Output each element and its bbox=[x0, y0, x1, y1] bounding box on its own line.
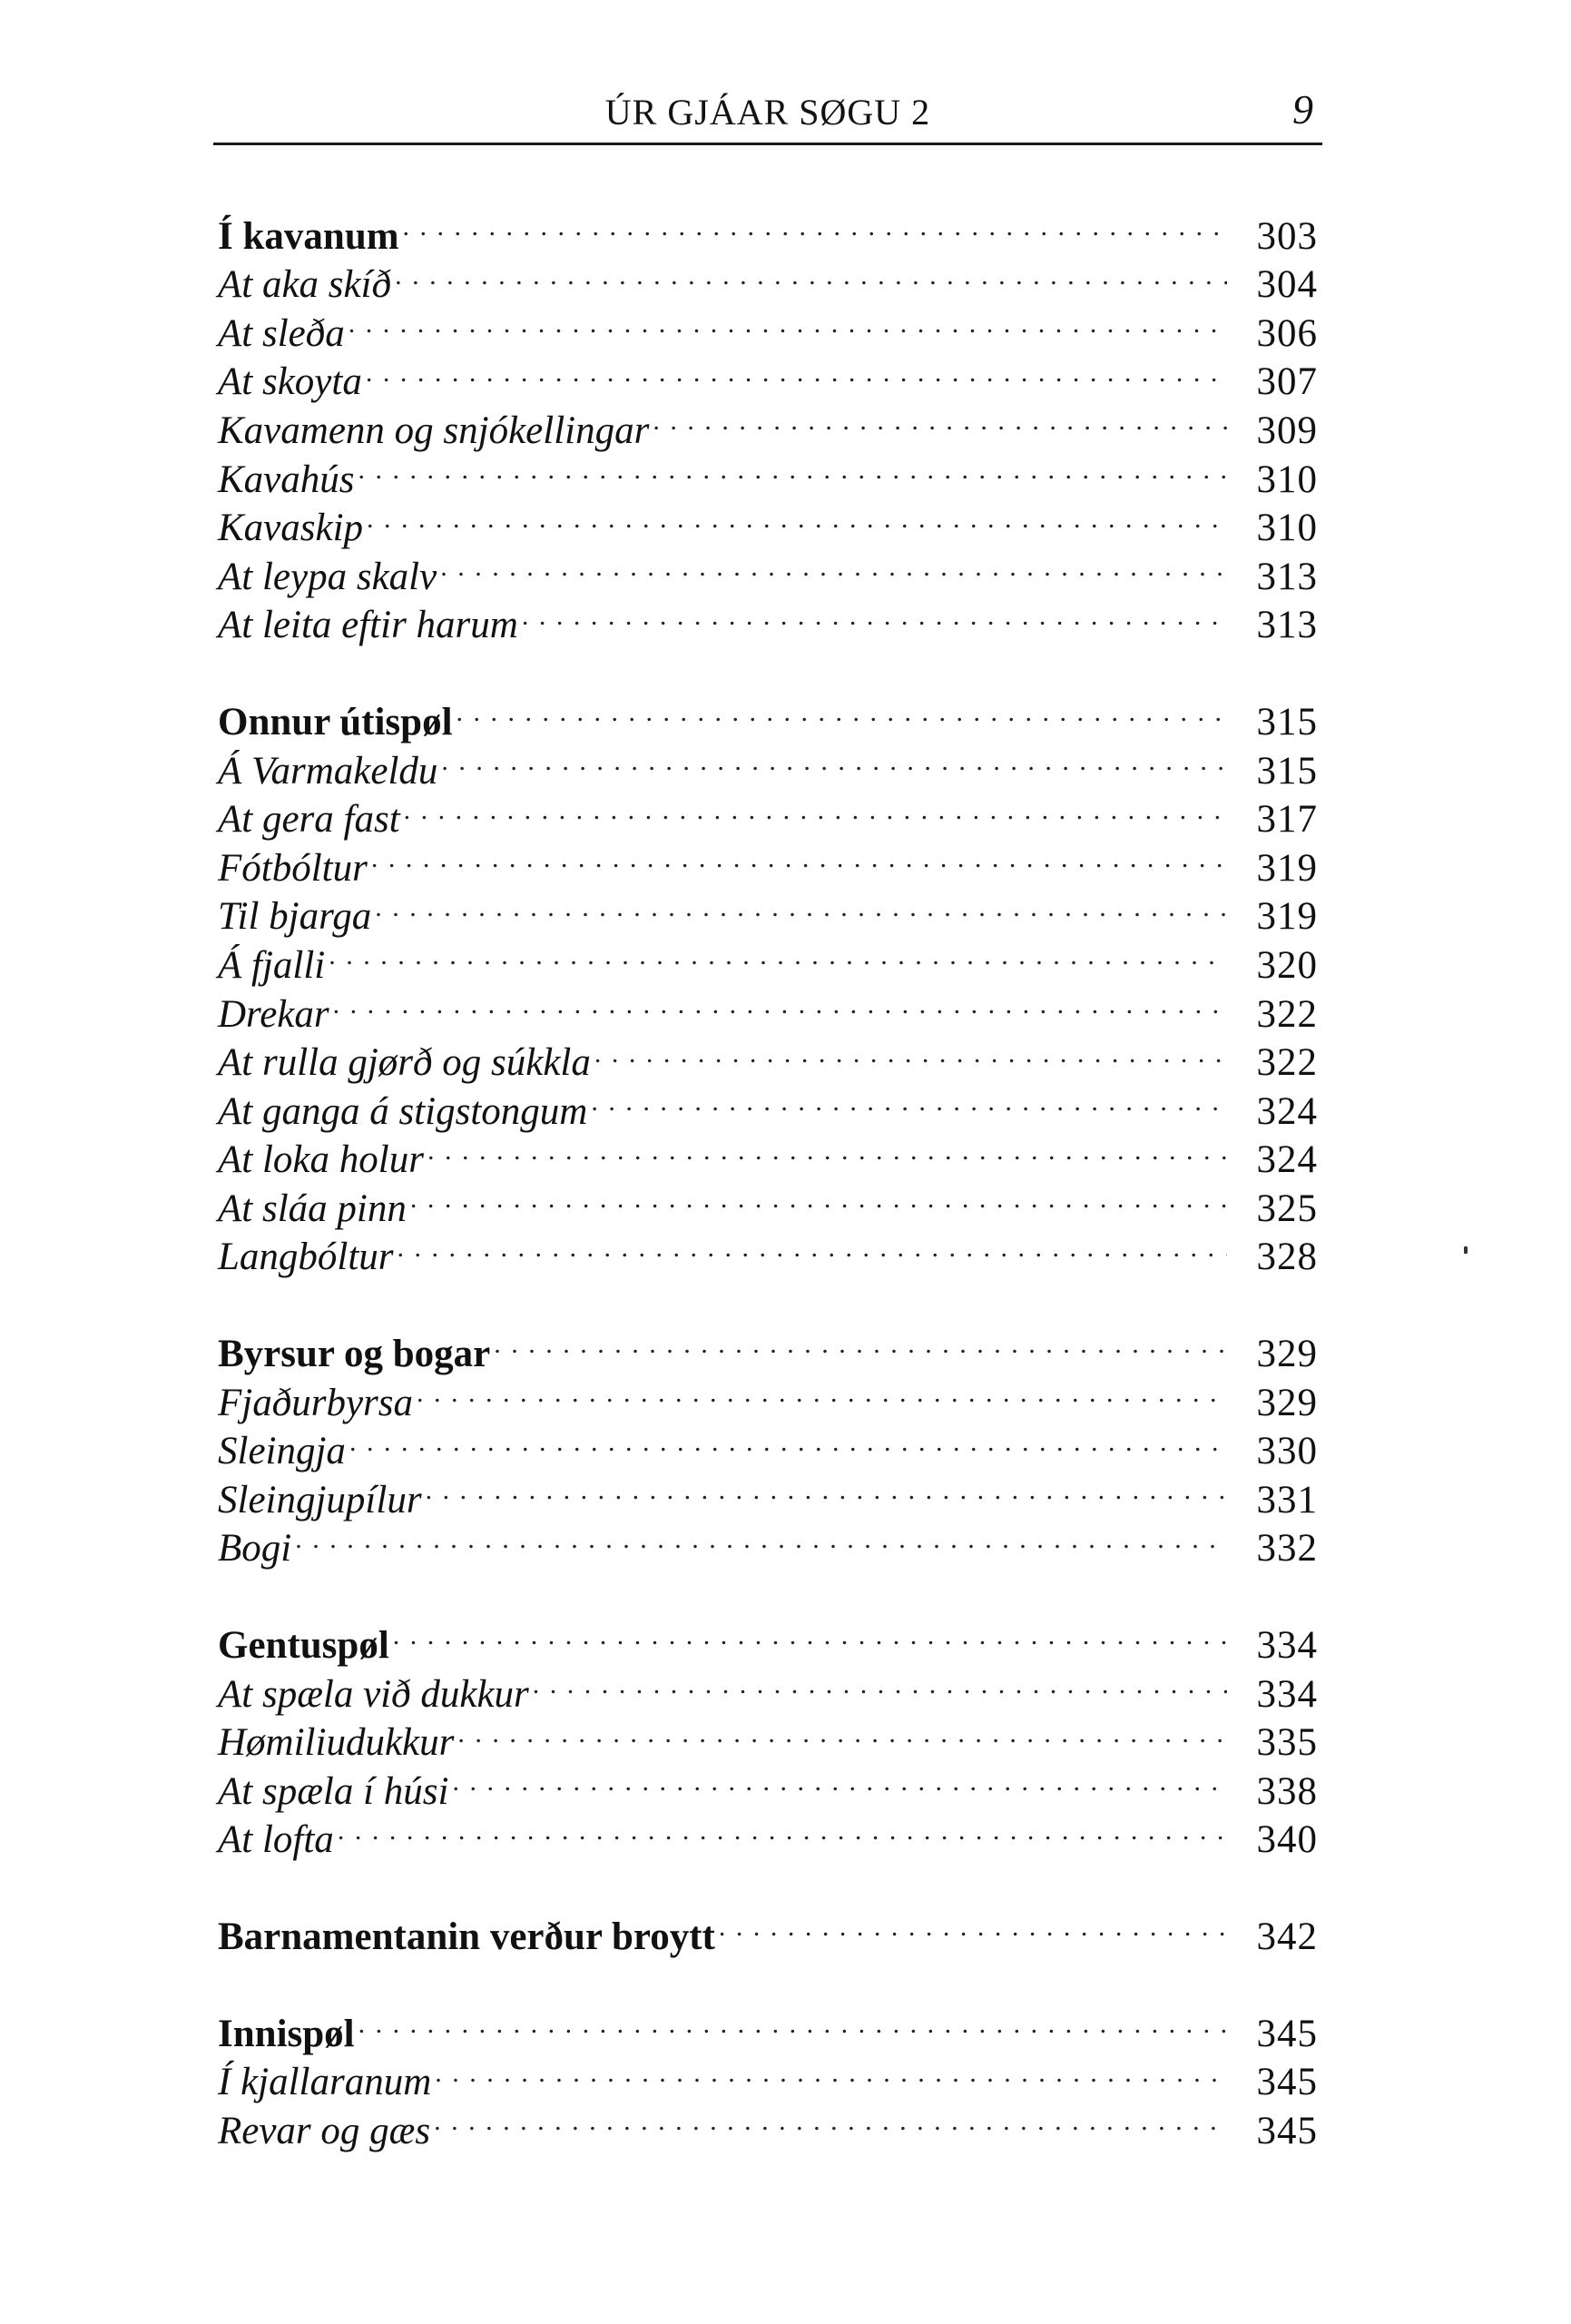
entry-page-number: 329 bbox=[1256, 1381, 1318, 1424]
entry-page-number: 332 bbox=[1256, 1527, 1318, 1571]
dot-leader bbox=[457, 685, 1227, 734]
dot-leader bbox=[404, 783, 1227, 832]
entry-page-number: 335 bbox=[1256, 1721, 1318, 1765]
toc-section-heading bbox=[218, 1609, 1318, 1668]
table-of-contents bbox=[218, 200, 1318, 2191]
section-title: Byrsur og bogar bbox=[218, 1333, 491, 1376]
toc-section-heading bbox=[218, 685, 1318, 743]
entry-page-number: 310 bbox=[1256, 458, 1318, 501]
entry-page-number: 338 bbox=[1256, 1769, 1318, 1813]
entry-page-number: 315 bbox=[1256, 700, 1318, 743]
entry-page-number: 303 bbox=[1256, 214, 1318, 258]
dot-leader bbox=[358, 443, 1228, 492]
entry-page-number: 322 bbox=[1256, 992, 1318, 1036]
entry-page-number: 342 bbox=[1256, 1915, 1318, 1958]
toc-entry bbox=[218, 1512, 1318, 1571]
dot-leader bbox=[366, 346, 1227, 395]
toc-entry bbox=[218, 2046, 1318, 2104]
entry-page-number: 315 bbox=[1256, 749, 1318, 793]
entry-title: At sleða bbox=[218, 311, 345, 355]
dot-leader bbox=[417, 1366, 1227, 1415]
entry-title: Drekar bbox=[218, 992, 329, 1036]
toc-entry bbox=[218, 1804, 1318, 1862]
dot-leader bbox=[653, 394, 1227, 443]
toc-entry bbox=[218, 1027, 1318, 1085]
dot-leader bbox=[457, 1707, 1227, 1756]
dot-leader bbox=[441, 734, 1227, 783]
toc-section bbox=[218, 1900, 1318, 1958]
toc-entry bbox=[218, 297, 1318, 355]
dot-leader bbox=[522, 589, 1227, 638]
running-head bbox=[213, 80, 1322, 143]
toc-entry bbox=[218, 832, 1318, 890]
dot-leader bbox=[398, 1221, 1227, 1270]
stray-mark bbox=[1464, 1246, 1468, 1254]
section-title: Onnur útispøl bbox=[218, 700, 453, 743]
entry-page-number: 309 bbox=[1256, 409, 1318, 452]
toc-entry bbox=[218, 443, 1318, 501]
dot-leader bbox=[410, 1172, 1227, 1221]
dot-leader bbox=[452, 1755, 1227, 1804]
entry-title: At leypa skalv bbox=[218, 555, 437, 598]
dot-leader bbox=[494, 1317, 1227, 1366]
entry-title: Fjaðurbyrsa bbox=[218, 1381, 413, 1424]
entry-page-number: 334 bbox=[1256, 1624, 1318, 1668]
entry-page-number: 345 bbox=[1256, 2109, 1318, 2152]
entry-page-number: 319 bbox=[1256, 846, 1318, 890]
toc-section bbox=[218, 1317, 1318, 1571]
dot-leader bbox=[395, 249, 1227, 298]
page-number: 9 bbox=[1292, 86, 1313, 133]
dot-leader bbox=[358, 1997, 1227, 2046]
entry-title: Í kjallaranum bbox=[218, 2061, 432, 2104]
dot-leader bbox=[427, 1124, 1227, 1173]
dot-leader bbox=[426, 1463, 1227, 1512]
section-title: Innispøl bbox=[218, 2012, 355, 2055]
entry-title: At skoyta bbox=[218, 360, 362, 404]
entry-title: At ganga á stigstongum bbox=[218, 1089, 588, 1133]
entry-title: Sleingja bbox=[218, 1430, 346, 1473]
dot-leader bbox=[375, 881, 1227, 930]
dot-leader bbox=[349, 297, 1227, 346]
dot-leader bbox=[349, 1415, 1227, 1464]
entry-page-number: 324 bbox=[1256, 1138, 1318, 1182]
dot-leader bbox=[435, 2046, 1227, 2095]
entry-title: Á Varmakeldu bbox=[218, 749, 438, 793]
entry-title: Bogi bbox=[218, 1527, 292, 1571]
toc-entry bbox=[218, 978, 1318, 1036]
toc-entry bbox=[218, 1415, 1318, 1473]
entry-title: Hømiliudukkur bbox=[218, 1721, 455, 1765]
toc-section bbox=[218, 1997, 1318, 2152]
dot-leader bbox=[329, 929, 1227, 978]
toc-entry bbox=[218, 346, 1318, 404]
entry-page-number: 307 bbox=[1256, 360, 1318, 404]
entry-page-number: 324 bbox=[1256, 1089, 1318, 1133]
header-rule bbox=[213, 143, 1322, 145]
entry-page-number: 306 bbox=[1256, 311, 1318, 355]
dot-leader bbox=[295, 1512, 1227, 1561]
entry-title: Á fjalli bbox=[218, 943, 326, 987]
toc-section bbox=[218, 685, 1318, 1279]
toc-entry bbox=[218, 394, 1318, 452]
toc-entry bbox=[218, 1463, 1318, 1521]
entry-title: At rulla gjørð og súkkla bbox=[218, 1041, 591, 1085]
entry-title: Langbóltur bbox=[218, 1236, 394, 1279]
entry-title: At loka holur bbox=[218, 1138, 424, 1182]
entry-page-number: 345 bbox=[1256, 2061, 1318, 2104]
toc-entry bbox=[218, 492, 1318, 550]
entry-page-number: 331 bbox=[1256, 1478, 1318, 1521]
entry-page-number: 325 bbox=[1256, 1187, 1318, 1230]
dot-leader bbox=[594, 1027, 1227, 1076]
toc-entry bbox=[218, 540, 1318, 598]
toc-section bbox=[218, 200, 1318, 647]
entry-page-number: 313 bbox=[1256, 555, 1318, 598]
dot-leader bbox=[533, 1658, 1227, 1707]
dot-leader bbox=[393, 1609, 1227, 1658]
entry-page-number: 340 bbox=[1256, 1818, 1318, 1862]
entry-title: At lofta bbox=[218, 1818, 334, 1862]
dot-leader bbox=[367, 492, 1227, 541]
toc-section-heading bbox=[218, 1317, 1318, 1376]
entry-page-number: 345 bbox=[1256, 2012, 1318, 2055]
entry-title: Revar og gæs bbox=[218, 2109, 431, 2152]
entry-title: At aka skíð bbox=[218, 263, 392, 307]
dot-leader bbox=[434, 2094, 1227, 2143]
dot-leader bbox=[403, 200, 1227, 249]
toc-section-heading bbox=[218, 200, 1318, 258]
toc-entry bbox=[218, 881, 1318, 939]
entry-title: At leita eftir harum bbox=[218, 604, 518, 647]
entry-title: At gera fast bbox=[218, 798, 400, 842]
dot-leader bbox=[719, 1900, 1227, 1949]
entry-page-number: 319 bbox=[1256, 895, 1318, 939]
section-title: Í kavanum bbox=[218, 214, 399, 258]
entry-page-number: 313 bbox=[1256, 604, 1318, 647]
entry-page-number: 310 bbox=[1256, 507, 1318, 550]
entry-title: At spæla í húsi bbox=[218, 1769, 449, 1813]
toc-section-heading bbox=[218, 1997, 1318, 2055]
section-title: Barnamentanin verður broytt bbox=[218, 1915, 715, 1958]
entry-page-number: 320 bbox=[1256, 943, 1318, 987]
entry-title: Til bjarga bbox=[218, 895, 372, 939]
entry-page-number: 317 bbox=[1256, 798, 1318, 842]
entry-page-number: 334 bbox=[1256, 1672, 1318, 1716]
dot-leader bbox=[440, 540, 1227, 589]
dot-leader bbox=[591, 1075, 1227, 1124]
entry-title: Kavamenn og snjókellingar bbox=[218, 409, 650, 452]
entry-title: Sleingjupílur bbox=[218, 1478, 422, 1521]
dot-leader bbox=[333, 978, 1227, 1027]
dot-leader bbox=[371, 832, 1227, 881]
entry-title: Kavahús bbox=[218, 458, 355, 501]
dot-leader bbox=[338, 1804, 1227, 1853]
toc-entry bbox=[218, 929, 1318, 987]
entry-page-number: 329 bbox=[1256, 1333, 1318, 1376]
entry-page-number: 330 bbox=[1256, 1430, 1318, 1473]
entry-title: Kavaskip bbox=[218, 507, 364, 550]
entry-title: At spæla við dukkur bbox=[218, 1672, 529, 1716]
entry-page-number: 328 bbox=[1256, 1236, 1318, 1279]
entry-page-number: 322 bbox=[1256, 1041, 1318, 1085]
toc-section-heading bbox=[218, 1900, 1318, 1958]
entry-page-number: 304 bbox=[1256, 263, 1318, 307]
section-title: Gentuspøl bbox=[218, 1624, 389, 1668]
running-title: ÚR GJÁAR SØGU 2 bbox=[604, 92, 931, 133]
entry-title: Fótbóltur bbox=[218, 846, 368, 890]
toc-section bbox=[218, 1609, 1318, 1862]
entry-title: At sláa pinn bbox=[218, 1187, 407, 1230]
